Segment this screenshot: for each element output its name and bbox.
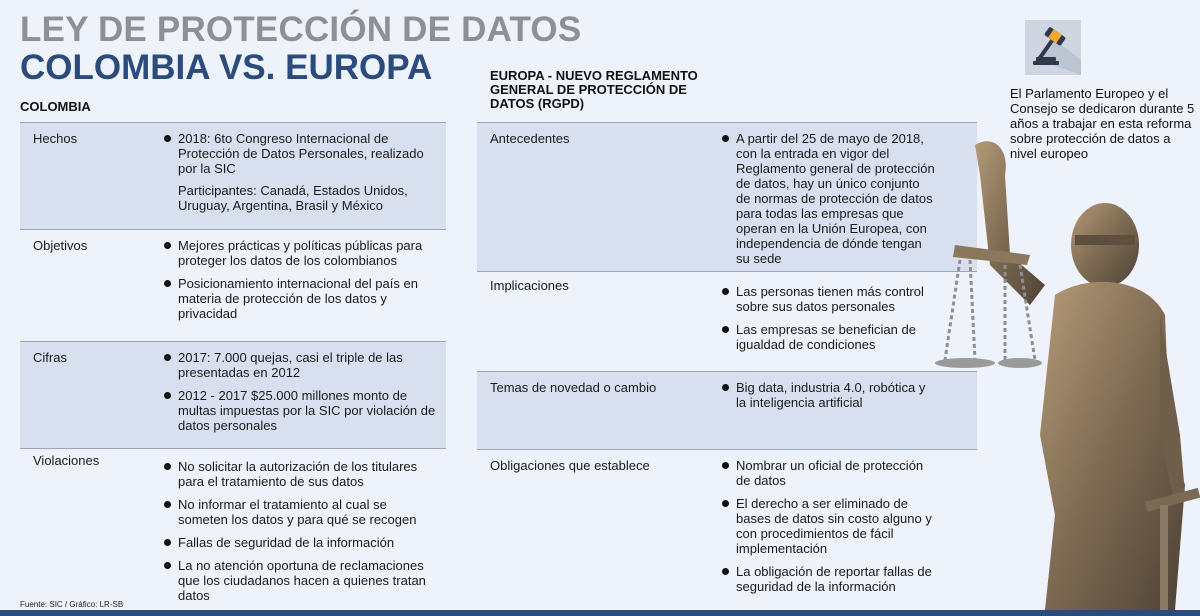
- list-item: A partir del 25 de mayo de 2018, con la entrada en vigor del Reglamento general de protección de datos, hay un único conjunto de normas de protección de datos para todas las empresas que operan en la Unión Europea, con independencia de dónde tengan su sede: [720, 131, 935, 266]
- bullet-icon: [722, 462, 729, 469]
- row-label: Temas de novedad o cambio: [490, 380, 657, 395]
- colombia-table: [20, 122, 446, 603]
- table-row-cifras: [20, 341, 446, 448]
- list-item: La no atención oportuna de reclamaciones que los ciudadanos hacen a quienes tratan datos: [162, 558, 438, 603]
- title-line-1: LEY DE PROTECCIÓN DE DATOS: [20, 10, 582, 49]
- list-item: Big data, industria 4.0, robótica y la inteligencia artificial: [720, 380, 935, 410]
- participants-note: Participantes: Canadá, Estados Unidos, Uruguay, Argentina, Brasil y México: [178, 183, 408, 213]
- list-item: 2017: 7.000 quejas, casi el triple de las presentadas en 2012: [162, 350, 438, 380]
- row-label: Antecedentes: [490, 131, 570, 146]
- bullet-icon: [164, 242, 171, 249]
- side-note: El Parlamento Europeo y el Consejo se dedicaron durante 5 años a trabajar en esta reforma sobre protección de datos a nivel europeo: [1010, 86, 1195, 161]
- europa-table: [477, 122, 977, 609]
- row-label: Hechos: [33, 131, 78, 146]
- bullet-icon: [164, 539, 171, 546]
- list-item: El derecho a ser eliminado de bases de datos sin costo alguno y con procedimientos de fácil implementación: [720, 496, 935, 556]
- bullet-icon: [722, 568, 729, 575]
- list-item: No informar el tratamiento al cual se someten los datos y para qué se recogen: [162, 497, 438, 527]
- bullet-icon: [164, 392, 171, 399]
- list-item: Fallas de seguridad de la información: [162, 535, 438, 550]
- list-item: La obligación de reportar fallas de seguridad de la información: [720, 564, 935, 594]
- bullet-icon: [722, 288, 729, 295]
- bullet-icon: [164, 135, 171, 142]
- list-item: 2012 - 2017 $25.000 millones monto de multas impuestas por la SIC por violación de datos personales: [162, 388, 438, 433]
- list-item: Nombrar un oficial de protección de datos: [720, 458, 935, 488]
- bullet-icon: [722, 326, 729, 333]
- list-item: Mejores prácticas y políticas públicas para proteger los datos de los colombianos: [162, 238, 438, 268]
- source-footnote: Fuente: SIC / Gráfico: LR-SB: [20, 600, 124, 609]
- europa-heading: EUROPA - NUEVO REGLAMENTO GENERAL DE PROTECCIÓN DE DATOS (RGPD): [490, 68, 698, 111]
- table-row-obligaciones: [477, 449, 977, 609]
- table-row-hechos: [20, 122, 446, 229]
- list-item: Posicionamiento internacional del país en materia de protección de los datos y privacidad: [162, 276, 438, 321]
- table-row-implicaciones: [477, 271, 977, 371]
- bottom-bar: [0, 610, 1200, 616]
- list-item: No solicitar la autorización de los titulares para el tratamiento de sus datos: [162, 459, 438, 489]
- bullet-icon: [722, 500, 729, 507]
- list-item: Las empresas se benefician de igualdad de condiciones: [720, 322, 935, 352]
- row-label: Cifras: [33, 350, 67, 365]
- lady-justice-statue-image: [935, 135, 1200, 610]
- table-row-antecedentes: [477, 122, 977, 271]
- bullet-icon: [722, 384, 729, 391]
- row-label: Violaciones: [33, 453, 100, 468]
- bullet-icon: [164, 463, 171, 470]
- table-row-violaciones: [20, 448, 446, 603]
- table-row-objetivos: [20, 229, 446, 341]
- bullet-icon: [164, 501, 171, 508]
- bullet-icon: [164, 562, 171, 569]
- row-label: Implicaciones: [490, 278, 569, 293]
- table-row-temas: [477, 371, 977, 449]
- row-label: Obligaciones que establece: [490, 458, 650, 473]
- title-line-2: COLOMBIA VS. EUROPA: [20, 48, 433, 87]
- colombia-heading: COLOMBIA: [20, 99, 91, 114]
- row-label: Objetivos: [33, 238, 88, 253]
- gavel-icon: [1025, 20, 1081, 75]
- bullet-icon: [722, 135, 729, 142]
- list-item: Las personas tienen más control sobre sus datos personales: [720, 284, 935, 314]
- list-item: 2018: 6to Congreso Internacional de Protección de Datos Personales, realizado por la SIC Participantes: Canadá, Estados Unidos, Uruguay, Argentina, Brasil y México: [162, 131, 438, 213]
- bullet-icon: [164, 354, 171, 361]
- bullet-icon: [164, 280, 171, 287]
